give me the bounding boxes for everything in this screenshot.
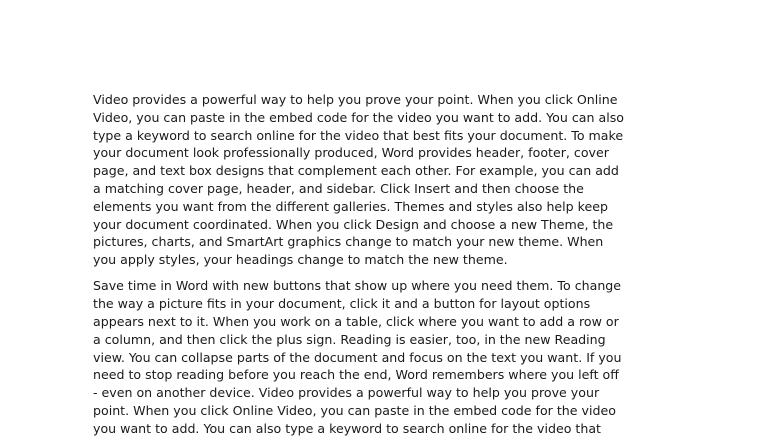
text-line: your document look professionally produced, Word provides header, footer, cover bbox=[93, 145, 609, 161]
document-body bbox=[93, 91, 733, 438]
text-line: Video, you can paste in the embed code for the video you want to add. You can also bbox=[93, 109, 624, 125]
text-line: you want to add. You can also type a keyword to search online for the video that bbox=[93, 420, 601, 436]
text-line: appears next to it. When you work on a table, click where you want to add a row or bbox=[93, 314, 619, 330]
text-line: your document coordinated. When you click Design and choose a new Theme, the bbox=[93, 216, 614, 232]
text-line: the way a picture fits in your document, click it and a button for layout options bbox=[93, 296, 591, 312]
text-line: point. When you click Online Video, you can paste in the embed code for the video bbox=[93, 403, 616, 419]
paragraph-2 bbox=[93, 277, 733, 437]
text-line: view. You can collapse parts of the document and focus on the text you want. If you bbox=[93, 349, 622, 365]
paragraph-spacing bbox=[93, 269, 733, 278]
text-line: Video provides a powerful way to help you prove your point. When you click Online bbox=[93, 92, 618, 107]
text-line: a matching cover page, header, and sidebar. Click Insert and then choose the bbox=[93, 180, 584, 196]
text-line: Save time in Word with new buttons that show up where you need them. To change bbox=[93, 278, 622, 294]
text-line: - even on another device. Video provides a powerful way to help you prove your bbox=[93, 385, 600, 401]
text-line: page, and text box designs that complement each other. For example, you can add bbox=[93, 163, 619, 179]
text-line: you apply styles, your headings change to match the new theme. bbox=[93, 252, 508, 268]
text-line: need to stop reading before you reach the end, Word remembers where you left off bbox=[93, 367, 619, 383]
text-line: a column, and then click the plus sign. Reading is easier, too, in the new Reading bbox=[93, 331, 606, 347]
paragraph-1 bbox=[93, 91, 733, 269]
text-line: type a keyword to search online for the video that best fits your document. To make bbox=[93, 127, 624, 143]
text-line: elements you want from the different galleries. Themes and styles also help keep bbox=[93, 198, 609, 214]
text-line: pictures, charts, and SmartArt graphics change to match your new theme. When bbox=[93, 234, 604, 250]
